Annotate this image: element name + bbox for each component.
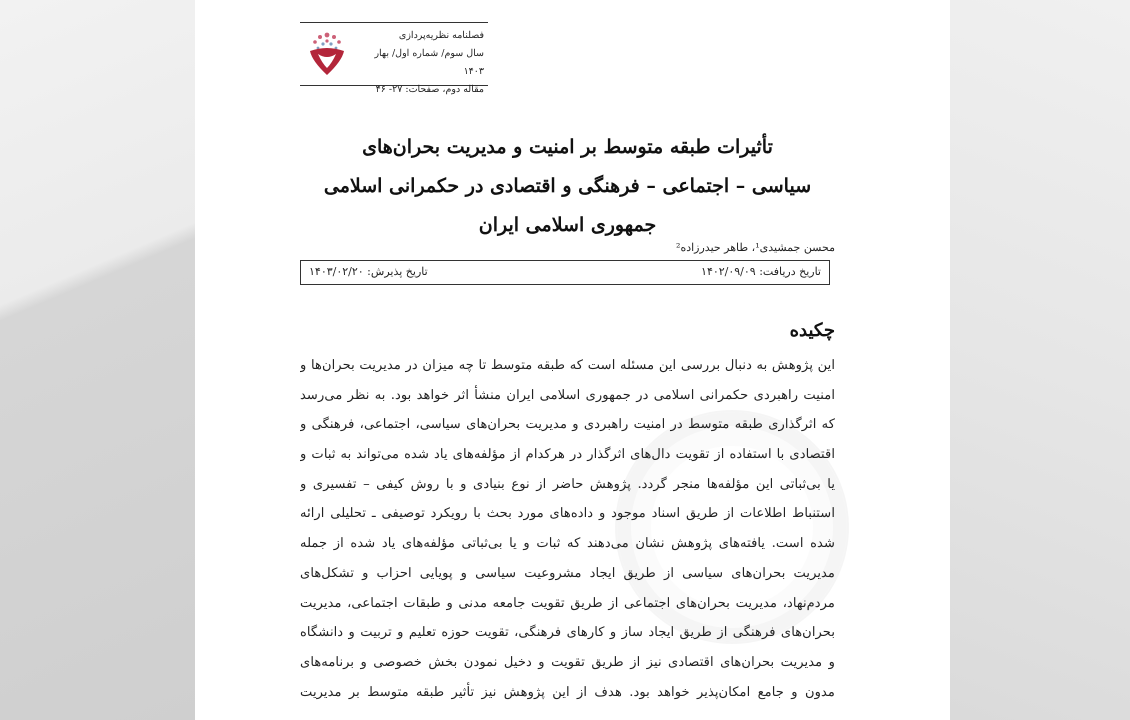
abstract-line: استنباط اطلاعات از طریق اسناد موجود و داده‌های مورد بحث با رویکرد توصیفی ـ تحلیلی ارائه xyxy=(300,506,835,522)
abstract-line: مدون و جامع امکان‌پذیر خواهد بود. هدف از این پژوهش نیز تأثیر طبقه متوسط بر مدیریت xyxy=(300,684,835,700)
abstract-body xyxy=(300,351,835,707)
journal-header xyxy=(300,22,488,95)
authors-line: محسن جمشیدی¹، طاهر حیدرزاده² xyxy=(676,241,835,254)
title-line: تأثیرات طبقه متوسط بر امنیت و مدیریت بحران‌های xyxy=(362,136,773,158)
article-pages: مقاله دوم، صفحات: ۲۷- ۴۶ xyxy=(375,84,484,95)
journal-info xyxy=(354,27,484,99)
abstract-line: این پژوهش به دنبال بررسی این مسئله است که طبقه متوسط تا چه میزان در مدیریت بحران‌ها و xyxy=(300,358,835,373)
abstract-heading: چکیده xyxy=(789,320,835,341)
abstract-line: مدیریت بحران‌های سیاسی از طریق ایجاد مشروعیت سیاسی و پویایی احزاب و تشکل‌های xyxy=(300,565,835,581)
journal-logo-icon xyxy=(304,27,350,79)
journal-issue: سال سوم/ شماره اول/ بهار ۱۴۰۳ xyxy=(374,48,484,77)
background-left xyxy=(0,0,195,720)
abstract-line: بحران‌های فرهنگی از طریق ایجاد ساز و کارهای فرهنگی، تقویت حوزه تعلیم و تربیت و دانشگاه xyxy=(300,625,835,641)
abstract-line: شده است. یافته‌های پژوهش نشان می‌دهند که ثبات و یا بی‌ثباتی مؤلفه‌های یاد شده از جمله xyxy=(300,536,835,552)
received-date: تاریخ دریافت: ۱۴۰۲/۰۹/۰۹ xyxy=(701,265,821,278)
background-right xyxy=(950,0,1130,720)
title-line: سیاسی – اجتماعی – فرهنگی و اقتصادی در حکمرانی اسلامی xyxy=(323,175,812,197)
accepted-date: تاریخ پذیرش: ۱۴۰۳/۰۲/۲۰ xyxy=(309,265,428,278)
title-line: جمهوری اسلامی ایران xyxy=(478,214,657,236)
document-page xyxy=(195,0,950,720)
abstract-line: که اثرگذاری طبقه متوسط در امنیت راهبردی و مدیریت بحران‌های سیاسی، اجتماعی، فرهنگی و xyxy=(300,417,835,433)
journal-name: فصلنامه نظریه‌پردازی xyxy=(398,30,484,41)
abstract-line: مردم‌نهاد، مدیریت بحران‌های اجتماعی از طریق تقویت جامعه مدنی و طبقات اجتماعی، مدیریت xyxy=(300,595,835,611)
abstract-line: اقتصادی با استفاده از تقویت دال‌های اثرگذار در هرکدام از مؤلفه‌های یاد شده می‌تواند به ثبات و xyxy=(300,447,835,463)
abstract-line: یا بی‌ثباتی این مؤلفه‌ها منجر گردد. پژوهش حاضر از نوع بنیادی و با روش کیفی – تفسیری و xyxy=(300,476,835,492)
article-title xyxy=(300,128,835,245)
abstract-line: و مدیریت بحران‌های اقتصادی نیز از طریق تقویت و دخیل نمودن بخش خصوصی و برنامه‌های xyxy=(300,654,835,670)
dates-box xyxy=(300,260,830,285)
abstract-line: امنیت راهبردی حکمرانی اسلامی در جمهوری اسلامی ایران منشأ اثر خواهد بود. به نظر می‌رسد xyxy=(300,387,835,403)
